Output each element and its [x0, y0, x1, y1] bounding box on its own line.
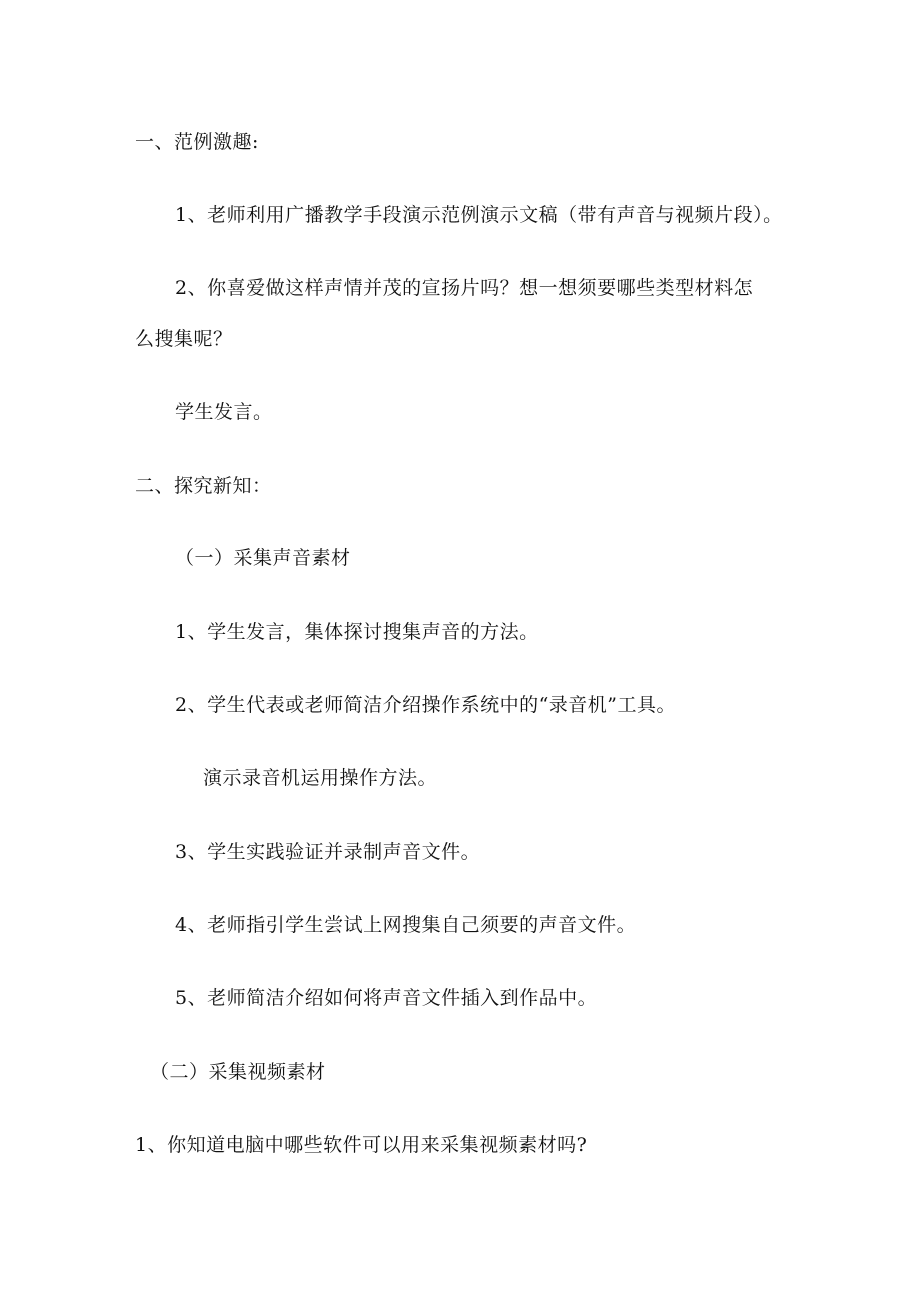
subsection-heading-1: （一）采集声音素材: [175, 547, 351, 569]
sound-step-2-detail: 演示录音机运用操作方法。: [203, 767, 438, 789]
paragraph-1: 1、老师利用广播教学手段演示范例演示文稿（带有声音与视频片段）。: [175, 204, 783, 226]
section-heading-2: 二、探究新知：: [135, 475, 272, 497]
sound-step-4: 4、老师指引学生尝试上网搜集自己须要的声音文件。: [175, 914, 637, 936]
video-step-1: 1、你知道电脑中哪些软件可以用来采集视频素材吗?: [135, 1134, 588, 1156]
sound-step-5: 5、老师简洁介绍如何将声音文件插入到作品中。: [175, 987, 598, 1009]
sound-step-1: 1、学生发言，集体探讨搜集声音的方法。: [175, 621, 539, 643]
sound-step-3: 3、学生实践验证并录制声音文件。: [175, 841, 481, 863]
section-heading-1: 一、范例激趣:: [135, 131, 259, 153]
paragraph-2: 2、你喜爱做这样声情并茂的宣扬片吗？想一想须要哪些类型材料怎: [175, 277, 754, 299]
paragraph-2-continued: 么搜集呢？: [135, 328, 233, 350]
subsection-heading-2: （二）采集视频素材: [150, 1061, 326, 1083]
paragraph-student-speech: 学生发言。: [175, 401, 273, 423]
sound-step-2: 2、学生代表或老师简洁介绍操作系统中的“录音机”工具。: [175, 694, 677, 716]
